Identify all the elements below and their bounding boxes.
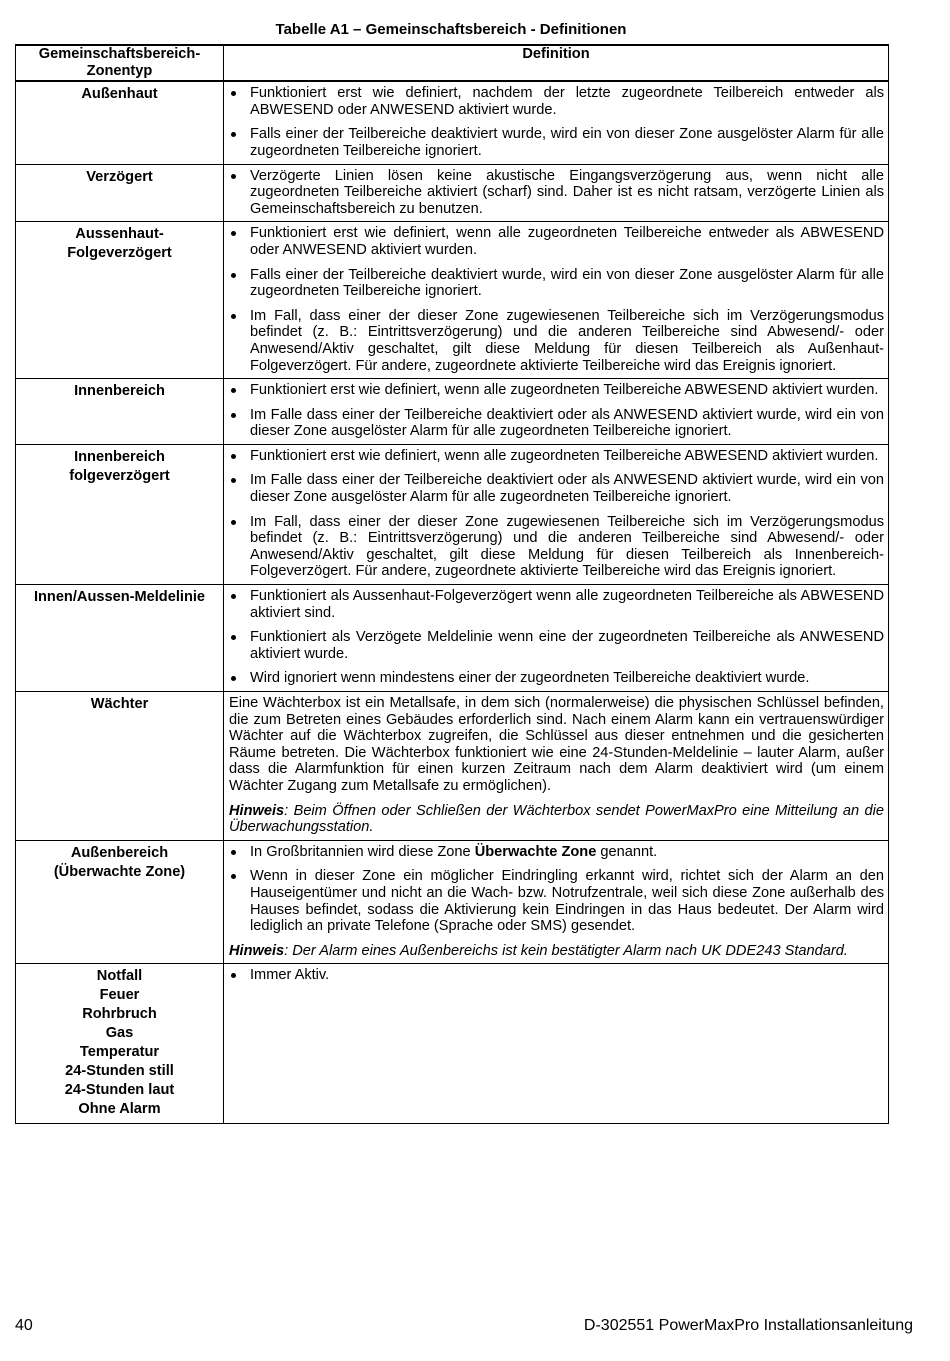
table-row <box>16 585 889 692</box>
list-item: Falls einer der Teilbereiche deaktiviert wurde, wird ein von dieser Zone ausgelöster Alarm für alle zugeordneten Teilbereiche ignoriert. <box>229 267 884 300</box>
list-item <box>229 844 884 861</box>
zone-type-label: Innen/Aussen-Meldelinie <box>33 589 206 606</box>
list-item: Funktioniert als Aussenhaut-Folgeverzögert wenn alle zugeordneten Teilbereiche als ABWESEND aktiviert sind. <box>229 588 884 621</box>
bullet-list <box>229 967 884 984</box>
table-title: Tabelle A1 – Gemeinschaftsbereich - Definitionen <box>275 21 627 38</box>
note-text: : Beim Öffnen oder Schließen der Wächterbox sendet PowerMaxPro eine Mitteilung an die Überwachungsstation. <box>229 802 884 836</box>
zone-type-label: Feuer <box>99 987 140 1004</box>
table-row <box>16 81 889 164</box>
zone-type-cell <box>16 164 224 222</box>
zone-type-label: Innenbereich <box>74 448 165 465</box>
definition-cell <box>224 444 889 584</box>
bullet-list <box>229 382 884 440</box>
zone-type-label: Verzögert <box>86 168 153 185</box>
zone-type-label: Außenhaut <box>81 86 158 103</box>
note-label: Hinweis <box>229 802 285 819</box>
list-item: Funktioniert erst wie definiert, wenn alle zugeordneten Teilbereiche ABWESEND aktiviert wurden. <box>229 448 884 465</box>
note-text: : Der Alarm eines Außenbereichs ist kein bestätigter Alarm nach UK DDE243 Standard. <box>284 942 848 959</box>
zone-type-label: Gas <box>105 1025 134 1042</box>
document-title: D-302551 PowerMaxPro Installationsanleitung <box>583 1317 913 1334</box>
list-item: Immer Aktiv. <box>229 967 884 984</box>
table-row <box>16 964 889 1124</box>
zone-type-label: Aussenhaut- <box>75 226 164 243</box>
definition-cell <box>224 164 889 222</box>
table-row <box>16 164 889 222</box>
note-paragraph <box>229 803 884 836</box>
zone-type-label: Temperatur <box>79 1044 160 1061</box>
definition-cell <box>224 379 889 445</box>
definition-cell <box>224 964 889 1124</box>
list-item: Im Fall, dass einer der dieser Zone zugewiesenen Teilbereiche sich im Verzögerungsmodus befindet (z. B.: Eintrittsverzögerung) und die anderen Teilbereiche sind Abwesend/- oder Anwesend/Aktiv geschaltet, gilt diese Meldung für diesen Teilbereich als Innenbereich-Folgeverzögert. Für andere, zugeordnete aktivierte Teilbereiche wird das Ereignis ignoriert. <box>229 514 884 580</box>
list-item-text: In Großbritannien wird diese Zone <box>250 843 475 860</box>
list-item: Funktioniert erst wie definiert, wenn alle zugeordneten Teilbereiche entweder als ABWESEND oder ANWESEND aktiviert wurden. <box>229 225 884 258</box>
zone-type-label: (Überwachte Zone) <box>53 863 186 880</box>
definition-cell <box>224 692 889 841</box>
definition-cell <box>224 222 889 379</box>
zone-type-label: Folgeverzögert <box>67 245 172 262</box>
definition-cell <box>224 81 889 164</box>
table-row <box>16 379 889 445</box>
bullet-list <box>229 168 884 218</box>
definition-cell <box>224 840 889 964</box>
list-item: Verzögerte Linien lösen keine akustische Eingangsverzögerung aus, wenn nicht alle zugeordneten Teilbereiche aktiviert (scharf) sind. Daher ist es nicht ratsam, verzögerte Linien als Gemeinschaftsbereich zu benutzen. <box>229 168 884 218</box>
list-item: Funktioniert als Verzögete Meldelinie wenn eine der zugeordneten Teilbereiche als ANWESEND aktiviert wurde. <box>229 629 884 662</box>
bullet-list <box>229 448 884 580</box>
bullet-list <box>229 85 884 159</box>
zone-type-cell <box>16 692 224 841</box>
table-row <box>16 840 889 964</box>
zone-type-label: Außenbereich <box>70 844 169 861</box>
zone-type-cell <box>16 444 224 584</box>
definitions-table <box>15 44 889 1124</box>
list-item: Im Falle dass einer der Teilbereiche deaktiviert oder als ANWESEND aktiviert wurde, wird ein von dieser Zone ausgelöster Alarm für alle zugeordneten Teilbereiche ignoriert. <box>229 407 884 440</box>
zone-type-label: 24-Stunden still <box>65 1063 174 1080</box>
bullet-list <box>229 844 884 935</box>
zone-type-cell <box>16 379 224 445</box>
zone-type-label: Notfall <box>96 968 143 985</box>
zone-type-cell <box>16 222 224 379</box>
note-label: Hinweis <box>229 942 285 959</box>
zone-type-label: Rohrbruch <box>82 1006 157 1023</box>
bullet-list <box>229 588 884 687</box>
zone-type-label: 24-Stunden laut <box>64 1082 175 1099</box>
table-row <box>16 222 889 379</box>
table-row <box>16 444 889 584</box>
list-item: Wird ignoriert wenn mindestens einer der zugeordneten Teilbereiche deaktiviert wurde. <box>229 670 884 687</box>
list-item-text: genannt. <box>596 843 658 860</box>
zone-type-label: folgeverzögert <box>69 467 170 484</box>
zone-type-cell <box>16 585 224 692</box>
list-item: Falls einer der Teilbereiche deaktiviert wurde, wird ein von dieser Zone ausgelöster Alarm für alle zugeordneten Teilbereiche ignoriert. <box>229 126 884 159</box>
definition-cell <box>224 585 889 692</box>
note-paragraph <box>229 943 884 960</box>
bullet-list <box>229 225 884 374</box>
list-item: Funktioniert erst wie definiert, nachdem der letzte zugeordnete Teilbereich entweder als ABWESEND oder ANWESEND aktiviert wurde. <box>229 85 884 118</box>
header-zone-type: Gemeinschaftsbereich-Zonentyp <box>16 45 224 81</box>
list-item: Wenn in dieser Zone ein möglicher Eindringling erkannt wird, richtet sich der Alarm an den Hauseigentümer und nicht an die Wach- bzw. Notrufzentrale, weil sich diese Zone außerhalb des Hauses befindet, sodass die Aktivierung kein Eindringen in das Haus bedeutet. Der Alarm wird lediglich an private Telefone (Sprache oder SMS) gesendet. <box>229 868 884 934</box>
table-row <box>16 692 889 841</box>
zone-type-cell <box>16 840 224 964</box>
zone-type-cell <box>16 964 224 1124</box>
page-number: 40 <box>15 1317 33 1334</box>
zone-type-label: Wächter <box>90 696 149 712</box>
header-definition: Definition <box>224 45 889 81</box>
list-item: Im Falle dass einer der Teilbereiche deaktiviert oder als ANWESEND aktiviert wurde, wird ein von dieser Zone ausgelöster Alarm für alle zugeordneten Teilbereiche ignoriert. <box>229 472 884 505</box>
zone-type-label: Ohne Alarm <box>78 1101 161 1118</box>
list-item: Funktioniert erst wie definiert, wenn alle zugeordneten Teilbereiche ABWESEND aktiviert wurden. <box>229 382 884 399</box>
zone-type-cell <box>16 81 224 164</box>
table-header-row <box>16 45 889 81</box>
definition-paragraph: Eine Wächterbox ist ein Metallsafe, in dem sich (normalerweise) die physischen Schlüssel befinden, die zum Betreten eines Gebäudes erforderlich sind. Nach einem Alarm kann ein vertrauenswürdiger Wächter auf die Wächterbox zugreifen, die Schlüssel aus dieser entnehmen und die gesicherten Räume betreten. Die Wächterbox funktioniert wie eine 24-Stunden-Meldelinie – lauter Alarm, außer dass die Alarmfunktion für einen kurzen Zeitraum nach dem Alarm deaktiviert wird (um einem Wächter Zugang zum Metallsafe zu ermöglichen). <box>229 695 884 794</box>
zone-type-label: Innenbereich <box>74 383 165 400</box>
list-item-emphasis: Überwachte Zone <box>474 843 597 860</box>
list-item: Im Fall, dass einer der dieser Zone zugewiesenen Teilbereiche sich im Verzögerungsmodus befindet (z. B.: Eintrittsverzögerung) und die anderen Teilbereiche sind Abwesend/- oder Anwesend/Aktiv geschaltet, gilt diese Meldung für diesen Teilbereich als Außenhaut-Folgeverzögert. Für andere, zugeordnete aktivierte Teilbereiche wird das Ereignis ignoriert. <box>229 308 884 374</box>
